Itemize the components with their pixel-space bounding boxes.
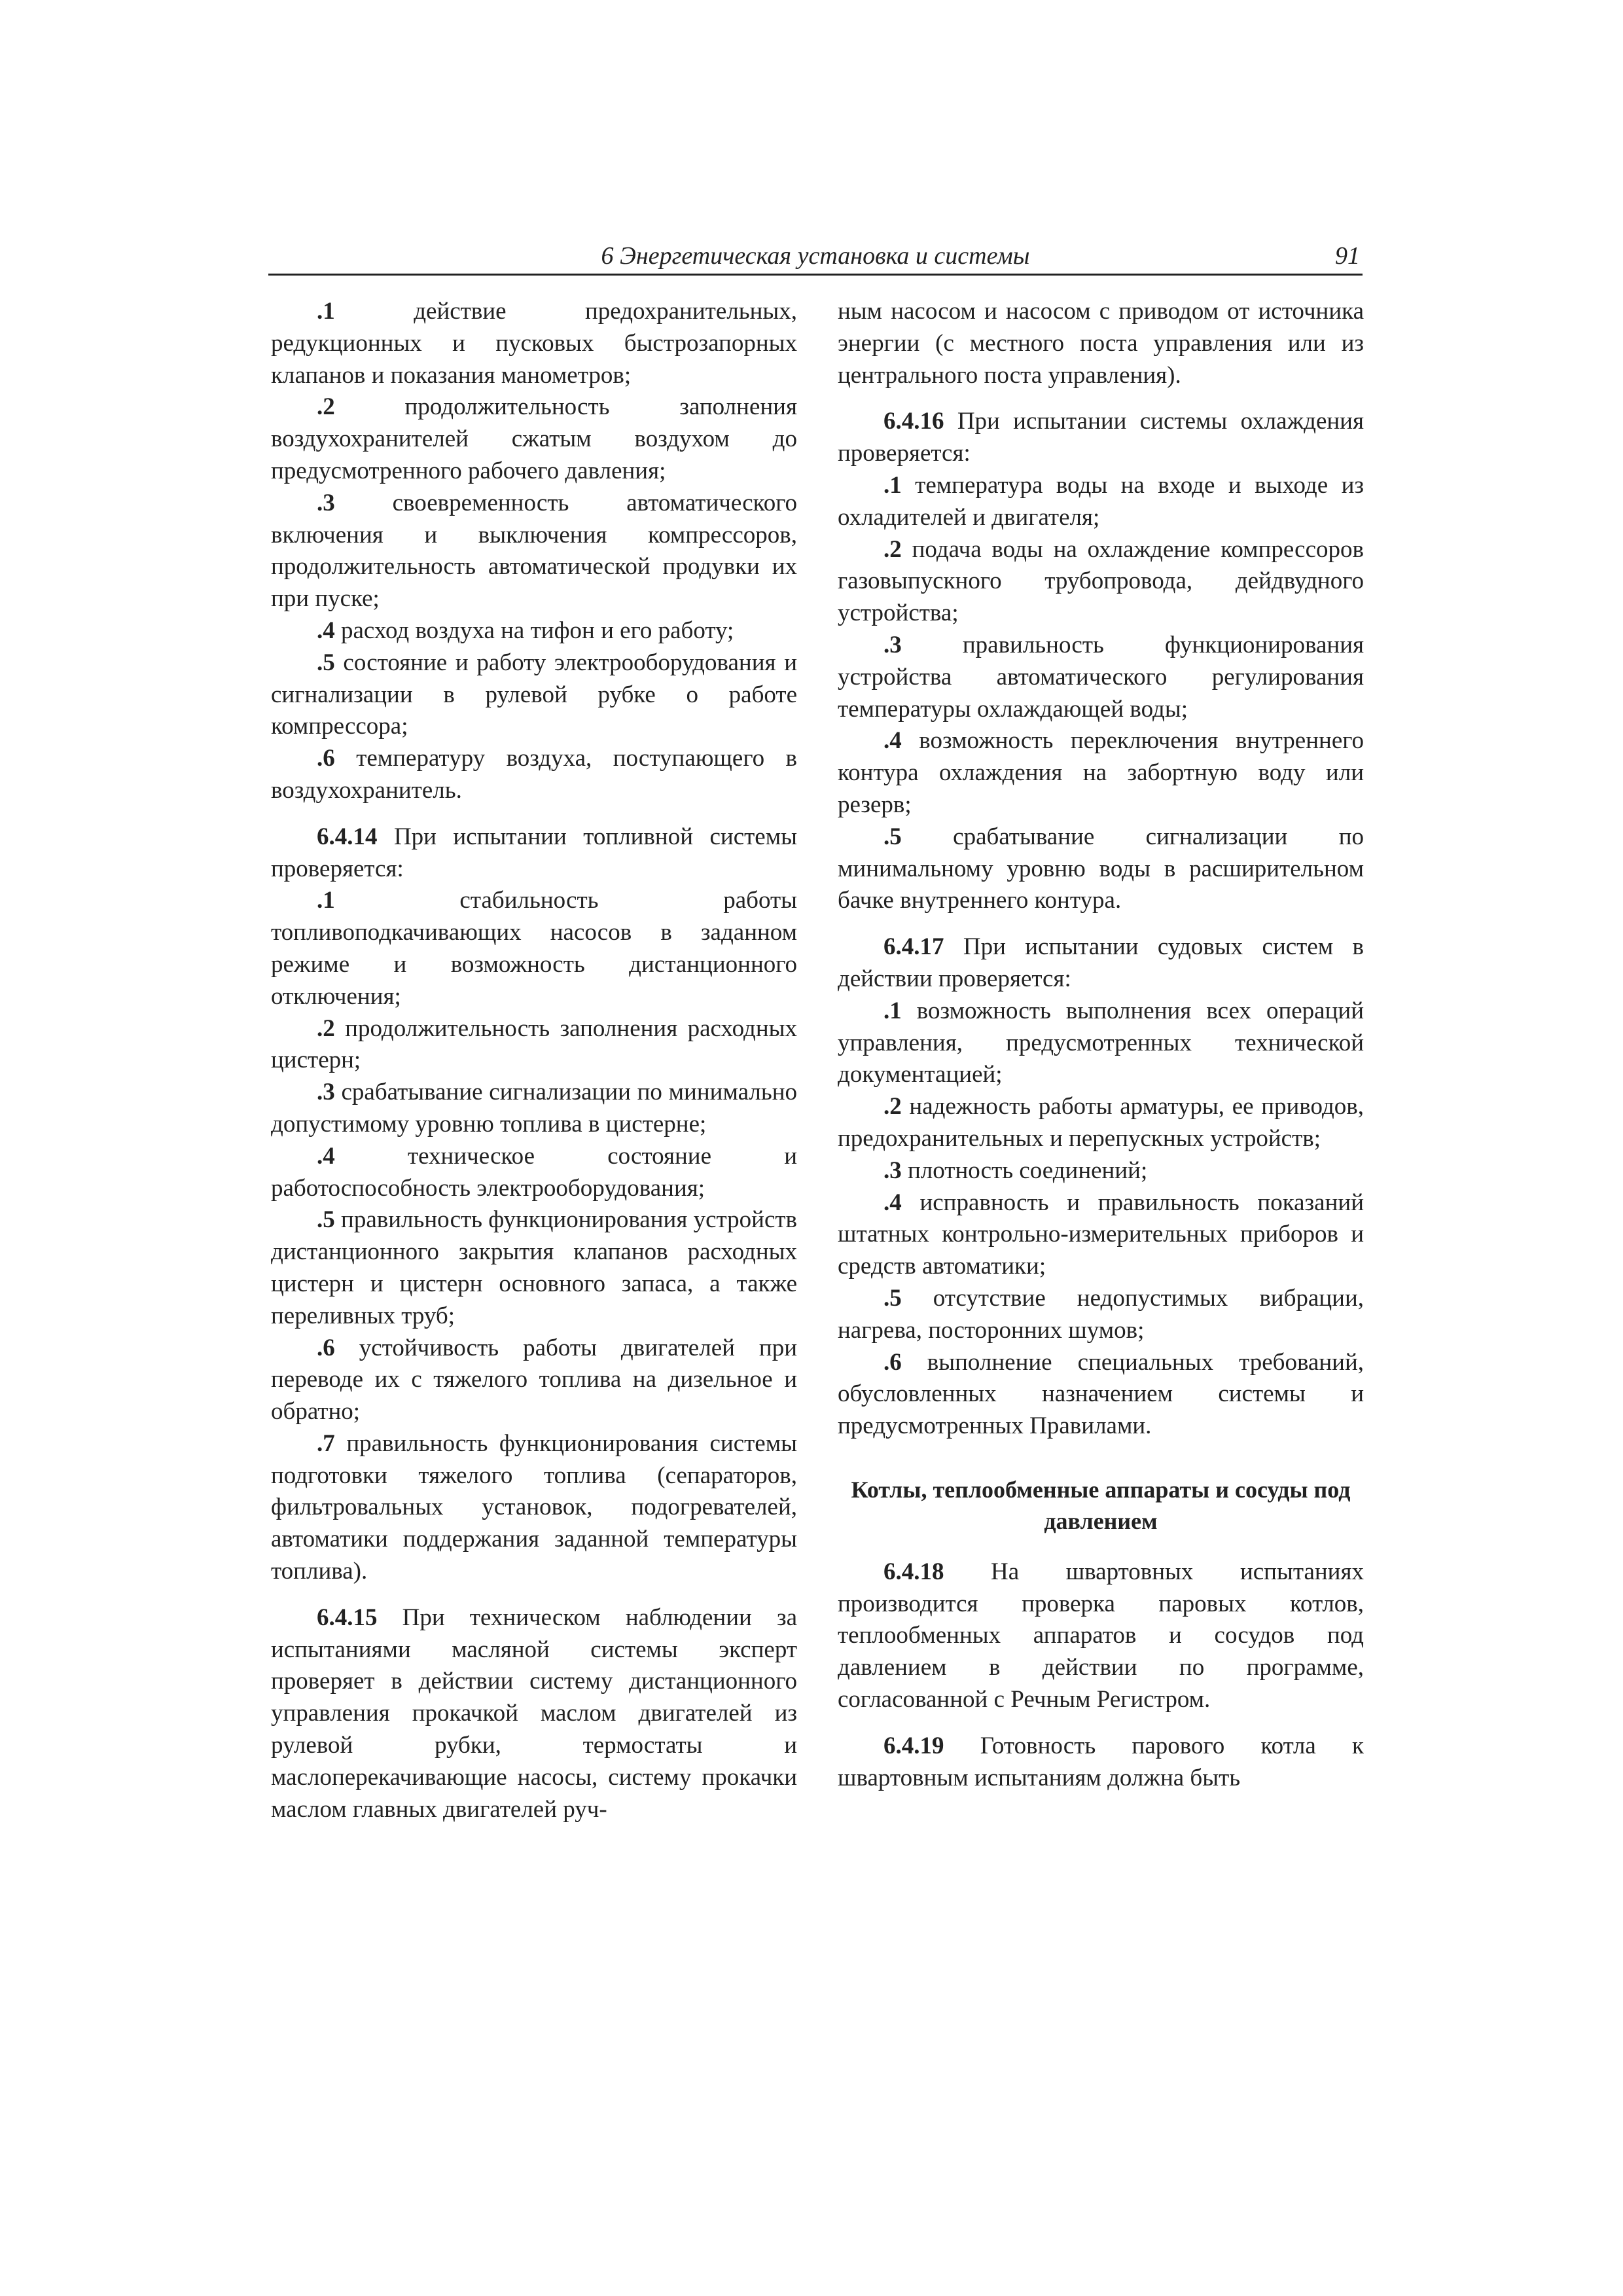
paragraph <box>838 821 1364 917</box>
paragraph-text: На швартовных испытаниях производится проверка паровых котлов, теплообменных аппаратов и сосудов под давлением в действии по программе, согласованной с Речным Регистром. <box>838 1558 1364 1713</box>
paragraph-text: расход воздуха на тифон и его работу; <box>341 617 734 644</box>
item-number: .6 <box>883 1348 902 1376</box>
paragraph-text: продолжительность заполнения расходных цистерн; <box>271 1014 798 1074</box>
paragraph <box>271 743 797 807</box>
section-number: 6.4.19 <box>883 1732 944 1759</box>
item-number: .2 <box>317 393 335 421</box>
paragraph-text: устойчивость работы двигателей при переводе их с тяжелого топлива на дизельное и обратно; <box>271 1334 797 1426</box>
paragraph <box>838 1347 1364 1443</box>
item-number: .1 <box>317 887 335 914</box>
paragraph <box>271 296 797 391</box>
right-column <box>838 296 1364 1794</box>
section-paragraph <box>271 821 797 886</box>
paragraph-text: температуру воздуха, поступающего в воздухохранитель. <box>271 745 798 804</box>
item-number: .6 <box>317 1334 335 1361</box>
item-number: .3 <box>883 1157 902 1184</box>
item-number: .1 <box>883 997 902 1024</box>
page-number: 91 <box>1335 242 1360 270</box>
paragraph-text: отсутствие недопустимых вибрации, нагрева, посторонних шумов; <box>838 1284 1364 1344</box>
item-number: .3 <box>317 1079 335 1106</box>
section-number: 6.4.18 <box>883 1558 944 1585</box>
paragraph <box>838 1091 1364 1155</box>
paragraph-text: правильность функционирования устройств дистанционного закрытия клапанов расходных цистерн и цистерн основного запаса, а также переливных труб; <box>271 1206 798 1329</box>
paragraph <box>271 615 797 647</box>
item-number: .4 <box>883 1189 902 1216</box>
paragraph <box>838 1187 1364 1283</box>
item-number: .3 <box>883 631 902 658</box>
header-title: 6 Энергетическая установка и системы <box>601 242 1030 270</box>
paragraph <box>271 488 797 615</box>
item-number: .1 <box>883 471 902 499</box>
paragraph-text: своевременность автоматического включения и выключения компрессоров, продолжительность автоматической продувки их при пуске; <box>271 489 797 613</box>
item-number: .4 <box>317 617 335 644</box>
paragraph-text: правильность функционирования устройства автоматического регулирования температуры охлаждающей воды; <box>838 631 1364 723</box>
section-heading: Котлы, теплообменные аппараты и сосуды под давлением <box>851 1476 1351 1534</box>
paragraph-text: При испытании топливной системы проверяется: <box>271 823 797 882</box>
item-number: .2 <box>317 1014 335 1042</box>
item-number: .4 <box>883 727 902 755</box>
section-number: 6.4.15 <box>317 1604 378 1631</box>
paragraph-text: возможность переключения внутреннего контура охлаждения на забортную воду или резерв; <box>838 727 1364 818</box>
section-number: 6.4.14 <box>317 823 378 850</box>
paragraph-text: температура воды на входе и выходе из охладителей и двигателя; <box>838 471 1364 531</box>
paragraph <box>271 1333 797 1428</box>
paragraph-text: При испытании системы охлаждения проверяется: <box>838 408 1364 467</box>
item-number: .1 <box>317 298 335 325</box>
left-column <box>271 296 797 1825</box>
paragraph-text: срабатывание сигнализации по минимально допустимому уровню топлива в цистерне; <box>271 1079 797 1138</box>
paragraph <box>838 1283 1364 1347</box>
paragraph <box>271 885 797 1013</box>
paragraph <box>271 1204 797 1332</box>
paragraph-text: возможность выполнения всех операций управления, предусмотренных технической документацией; <box>838 997 1364 1088</box>
paragraph-text: ным насосом и насосом с приводом от источника энергии (с местного поста управления или из центрального поста управления). <box>838 298 1364 389</box>
paragraph-text: При испытании судовых систем в действии проверяется: <box>838 933 1364 992</box>
paragraph-text: срабатывание сигнализации по минимальному уровню воды в расширительном бачке внутреннего контура. <box>838 823 1364 914</box>
paragraph-text: состояние и работу электрооборудования и сигнализации в рулевой рубке о работе компрессора; <box>271 649 797 740</box>
paragraph-text: продолжительность заполнения воздухохранителей сжатым воздухом до предусмотренного рабочего давления; <box>271 393 797 484</box>
item-number: .2 <box>883 535 902 563</box>
paragraph-text: техническое состояние и работоспособность электрооборудования; <box>271 1142 797 1202</box>
paragraph-text: выполнение специальных требований, обусловленных назначением системы и предусмотренных Правилами. <box>838 1348 1364 1440</box>
paragraph <box>271 1077 797 1141</box>
item-number: .2 <box>883 1093 902 1121</box>
paragraph <box>271 1013 797 1077</box>
running-header <box>268 241 1363 276</box>
paragraph <box>271 647 797 743</box>
section-number: 6.4.16 <box>883 408 944 435</box>
paragraph-text: исправность и правильность показаний штатных контрольно-измерительных приборов и средств автоматики; <box>838 1189 1364 1280</box>
paragraph-text: стабильность работы топливоподкачивающих насосов в заданном режиме и возможность дистанционного отключения; <box>271 887 797 1010</box>
paragraph <box>838 470 1364 534</box>
paragraph-text: плотность соединений; <box>908 1157 1148 1184</box>
paragraph-text: правильность функционирования системы подготовки тяжелого топлива (сепараторов, фильтровальных установок, подогревателей, автоматики поддержания заданной температуры топлива). <box>271 1429 798 1585</box>
paragraph <box>838 725 1364 821</box>
item-number: .6 <box>317 745 335 772</box>
item-number: .5 <box>317 1206 335 1234</box>
section-paragraph <box>838 406 1364 470</box>
paragraph-text: надежность работы арматуры, ее приводов, предохранительных и перепускных устройств; <box>838 1093 1364 1152</box>
item-number: .7 <box>317 1429 335 1457</box>
paragraph <box>838 996 1364 1091</box>
item-number: .5 <box>883 823 902 850</box>
item-number: .4 <box>317 1142 335 1170</box>
continued-paragraph <box>838 296 1364 391</box>
item-number: .5 <box>317 649 335 676</box>
paragraph <box>271 1141 797 1205</box>
section-paragraph <box>838 1731 1364 1795</box>
paragraph-text: При техническом наблюдении за испытаниями масляной системы эксперт проверяет в действии систему дистанционного управления прокачкой маслом двигателей из рулевой рубки, термостаты и маслоперекачивающие насосы, систему прокачки маслом главных двигателей руч- <box>271 1604 797 1823</box>
section-paragraph <box>271 1602 797 1826</box>
paragraph <box>271 391 797 487</box>
paragraph <box>838 630 1364 725</box>
item-number: .3 <box>317 489 335 516</box>
section-paragraph <box>838 1556 1364 1716</box>
paragraph <box>838 1155 1364 1187</box>
section-paragraph <box>838 931 1364 996</box>
paragraph-text: действие предохранительных, редукционных и пусковых быстрозапорных клапанов и показания манометров; <box>271 298 797 389</box>
item-number: .5 <box>883 1284 902 1312</box>
paragraph-text: Готовность парового котла к швартовным испытаниям должна быть <box>838 1732 1364 1791</box>
paragraph-text: подача воды на охлаждение компрессоров газовыпускного трубопровода, дейдвудного устройства; <box>838 535 1364 627</box>
section-number: 6.4.17 <box>883 933 944 961</box>
paragraph <box>271 1428 797 1588</box>
paragraph <box>838 534 1364 630</box>
